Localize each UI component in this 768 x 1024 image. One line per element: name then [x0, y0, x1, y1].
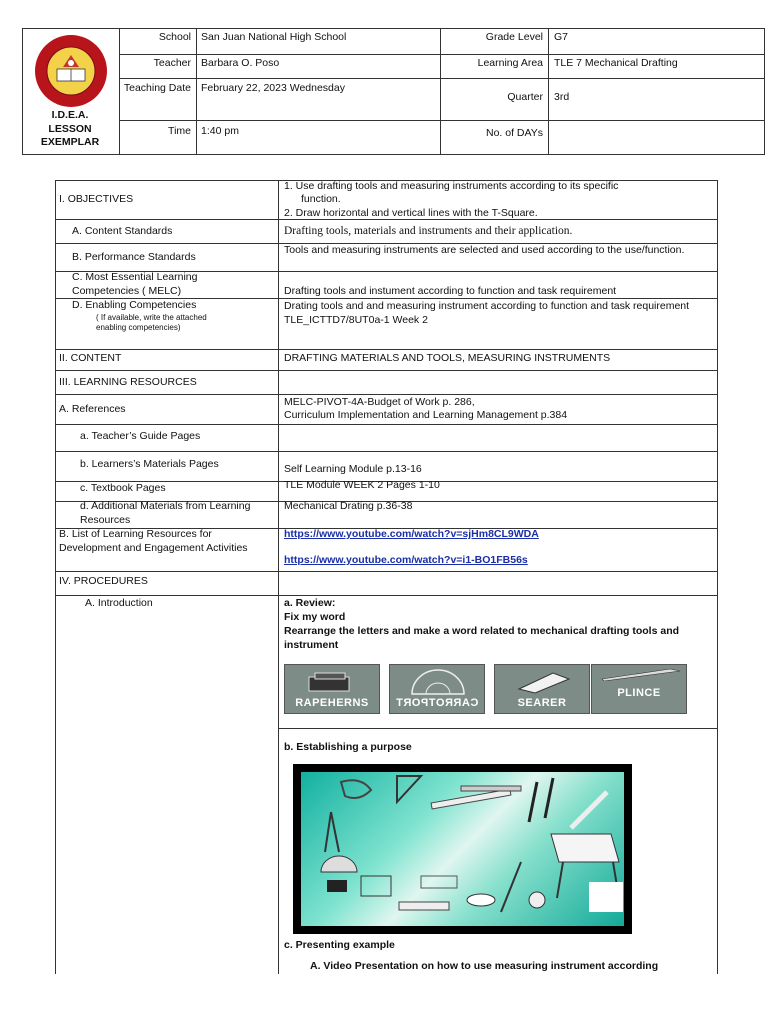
teacher-label: Teacher — [153, 57, 191, 69]
objective-1-cont: function. — [301, 193, 341, 205]
learning-resources-label: III. LEARNING RESOURCES — [59, 376, 197, 388]
learning-area-value: TLE 7 Mechanical Drafting — [554, 57, 678, 69]
content-standards-label: A. Content Standards — [72, 225, 173, 237]
quarter-label: Quarter — [507, 91, 543, 103]
content-value: DRAFTING MATERIALS AND TOOLS, MEASURING INSTRUMENTS — [284, 352, 611, 364]
establishing-purpose: b. Establishing a purpose — [284, 741, 412, 753]
idea-lesson-exemplar-title: I.D.E.A. LESSON EXEMPLAR — [40, 109, 100, 149]
youtube-link-1[interactable]: https://www.youtube.com/watch?v=sjHm8CL9WDA — [284, 528, 539, 540]
teaching-date-label: Teaching Date — [123, 82, 191, 94]
time-value: 1:40 pm — [201, 125, 239, 137]
puzzle-word: CARROTPORT — [395, 697, 479, 709]
eraser-icon — [513, 669, 573, 695]
no-of-days-label: No. of DAYs — [486, 127, 543, 139]
school-value: San Juan National High School — [201, 31, 347, 43]
objective-2: 2. Draw horizontal and vertical lines with the T-Square. — [284, 207, 538, 219]
list-of-resources-label: B. List of Learning Resources for Development and Engagement Activities — [59, 528, 248, 554]
enabling-competencies-value: Drating tools and and measuring instrument according to function and task requirement TLE_ICTTD7/8UT0a-1 Week 2 — [284, 300, 690, 326]
pencil-icon — [600, 667, 682, 681]
drafting-tools-icon — [301, 772, 624, 926]
puzzle-word: SEARER — [517, 697, 567, 709]
additional-materials-label: d. Additional Materials from Learning Resources — [80, 500, 251, 526]
references-line-2: Curriculum Implementation and Learning Management p.384 — [284, 409, 568, 421]
learning-area-label: Learning Area — [477, 57, 543, 69]
puzzle-image-pencil — [591, 664, 687, 714]
textbook-pages-value: TLE Module WEEK 2 Pages 1-10 — [284, 479, 440, 491]
sharpener-icon — [307, 671, 359, 693]
additional-materials-value: Mechanical Drating p.36-38 — [284, 500, 413, 512]
performance-standards-label: B. Performance Standards — [72, 251, 196, 263]
teaching-date-value: February 22, 2023 Wednesday — [201, 82, 345, 94]
enabling-competencies-label: D. Enabling Competencies — [72, 299, 197, 311]
time-label: Time — [168, 125, 191, 137]
drafting-tools-illustration — [293, 764, 632, 934]
school-label: School — [158, 31, 191, 43]
objective-1: 1. Use drafting tools and measuring instruments according to its specific — [284, 180, 619, 192]
teacher-value: Barbara O. Poso — [201, 57, 280, 69]
procedures-label: IV. PROCEDURES — [59, 575, 148, 587]
melc-value: Drafting tools and instument according to function and task requirement — [284, 285, 617, 297]
protractor-icon — [408, 668, 468, 696]
melc-label: C. Most Essential Learning Competencies ( MELC) — [72, 271, 198, 297]
objectives-label: I. OBJECTIVES — [59, 193, 134, 205]
grade-level-label: Grade Level — [485, 31, 543, 43]
content-standards-value: Drafting tools, materials and instruments and their application. — [284, 225, 573, 237]
puzzle-image-protractor — [389, 664, 485, 714]
rearrange-instruction: Rearrange the letters and make a word related to mechanical drafting tools and instrument — [284, 625, 680, 651]
enabling-competencies-note: ( If available, write the attached enabling competencies) — [96, 313, 207, 333]
introduction-label: A. Introduction — [85, 597, 153, 609]
youtube-link-2[interactable]: https://www.youtube.com/watch?v=i1-BO1FB56s — [284, 554, 528, 566]
lesson-header-table — [22, 28, 765, 155]
performance-standards-value: Tools and measuring instruments are selected and used according to the use/function. — [284, 244, 685, 256]
presenting-example: c. Presenting example — [284, 939, 395, 951]
video-presentation: A. Video Presentation on how to use measuring instrument according — [310, 960, 659, 972]
learners-materials-value: Self Learning Module p.13-16 — [284, 463, 422, 475]
school-seal-logo — [33, 33, 109, 109]
review-heading: a. Review: — [284, 597, 336, 609]
teachers-guide-label: a. Teacher’s Guide Pages — [80, 430, 201, 442]
quarter-value: 3rd — [554, 91, 570, 103]
grade-level-value: G7 — [554, 31, 569, 43]
references-line-1: MELC-PIVOT-4A-Budget of Work p. 286, — [284, 396, 475, 408]
textbook-pages-label: c. Textbook Pages — [80, 482, 166, 494]
references-label: A. References — [59, 403, 126, 415]
puzzle-image-eraser — [494, 664, 590, 714]
puzzle-word: RAPEHERNS — [295, 697, 369, 709]
content-label: II. CONTENT — [59, 352, 122, 364]
puzzle-word: PLINCE — [617, 687, 661, 699]
fix-my-word: Fix my word — [284, 611, 346, 623]
puzzle-image-sharpener — [284, 664, 380, 714]
learners-materials-label: b. Learners’s Materials Pages — [80, 458, 219, 470]
